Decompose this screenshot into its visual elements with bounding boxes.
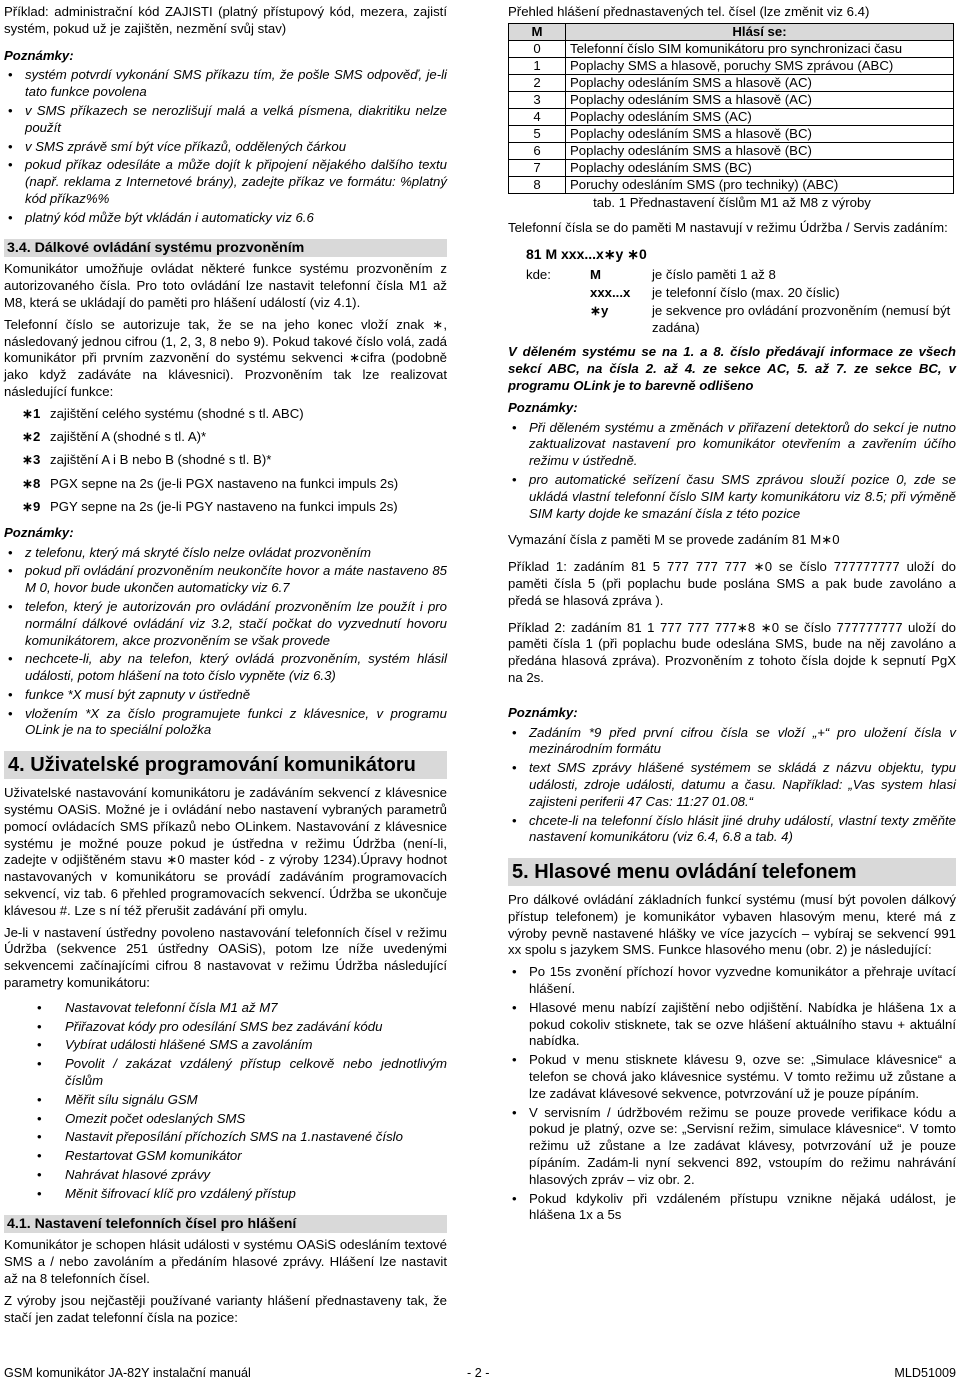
table-cell: Poplachy odesláním SMS a hlasově (AC) bbox=[566, 91, 954, 108]
table-cell: 7 bbox=[509, 159, 566, 176]
format-cell bbox=[526, 285, 590, 302]
table-cell: Poplachy SMS a hlasově, poruchy SMS zprávou (ABC) bbox=[566, 57, 954, 74]
notes-title: Poznámky: bbox=[4, 524, 74, 540]
format-cell: kde: bbox=[526, 267, 551, 283]
command-text: zajištění A i B nebo B (shodné s tl. B)* bbox=[50, 452, 272, 468]
format-cell bbox=[526, 303, 590, 337]
command-item bbox=[4, 406, 447, 423]
table-cell: Poplachy odesláním SMS a hlasově (AC) bbox=[566, 74, 954, 91]
command-list bbox=[4, 406, 447, 516]
list-item: • v SMS příkazech se nerozlišují malá a velká písmena, diakritiku nelze použít bbox=[4, 103, 447, 137]
command-code: ∗8 bbox=[22, 475, 41, 491]
list-item: • pokud příkaz odesíláte a může dojít k připojení nějakého dalšího textu (např. reklama z Internetové brány), zadejte příkaz ve formátu: %platný kód příkaz%% bbox=[4, 157, 447, 207]
list-item: • Omezit počet odeslaných SMS bbox=[4, 1111, 447, 1128]
section-4-1-heading: 4.1. Nastavení telefonních čísel pro hlášení bbox=[4, 1215, 447, 1234]
page-number: - 2 - bbox=[467, 1366, 490, 1380]
notes-list bbox=[4, 67, 447, 226]
list-item: • funkce *X musí být zapnuty v ústředně bbox=[4, 687, 447, 704]
table-cell: 2 bbox=[509, 74, 566, 91]
table-cell: 4 bbox=[509, 108, 566, 125]
table-cell: 5 bbox=[509, 125, 566, 142]
column-header-hlasi: Hlásí se: bbox=[566, 23, 954, 40]
table-cell: Poplachy odesláním SMS a hlasově (BC) bbox=[566, 125, 954, 142]
table-row bbox=[509, 125, 954, 142]
list-item: • vložením *X za číslo programujete funkci z klávesnice, v programu OLink je na to speciální položka bbox=[4, 706, 447, 740]
command-item bbox=[4, 429, 447, 446]
table-row bbox=[509, 74, 954, 91]
table-row bbox=[509, 108, 954, 125]
paragraph: Příklad 2: zadáním 81 1 777 777 777∗8 ∗0 se číslo 777777777 uloží do paměti čísla 1 (při poplachu bude odeslána SMS, bude na něj zavoláno a předána hlasová zpráva). Prozvoněním z tohoto čísla dojde k sepnutí PgX na 2s. bbox=[508, 619, 956, 685]
command-code: ∗3 bbox=[22, 452, 41, 468]
list-item: • nechcete-li, aby na telefon, který ovládá prozvoněním, systém hlásil události, potom hlášení na toto číslo vypněte (viz 6.3) bbox=[4, 651, 447, 685]
command-item bbox=[4, 499, 447, 516]
list-item: • platný kód může být vkládán i automaticky viz 6.6 bbox=[4, 210, 447, 227]
table-header-row bbox=[509, 23, 954, 40]
command-code: ∗9 bbox=[22, 498, 41, 514]
command-text: PGY sepne na 2s (je-li PGY nastaveno na funkci impuls 2s) bbox=[50, 498, 398, 514]
format-legend bbox=[526, 267, 956, 336]
list-item: • Povolit / zakázat vzdálený přístup celkově nebo jednotlivým číslům bbox=[4, 1056, 447, 1090]
notes-title: Poznámky: bbox=[508, 704, 578, 720]
table-cell: 1 bbox=[509, 57, 566, 74]
command-text: zajištění A (shodné s tl. A)* bbox=[50, 429, 207, 445]
list-item: • systém potvrdí vykonání SMS příkazu tím, že pošle SMS odpověď, je-li tato funkce povolena bbox=[4, 67, 447, 101]
left-column bbox=[4, 4, 447, 1331]
list-item: • v SMS zprávě smí být více příkazů, oddělených čárkou bbox=[4, 139, 447, 156]
table-cell: 3 bbox=[509, 91, 566, 108]
table-cell: 6 bbox=[509, 142, 566, 159]
table-row bbox=[509, 91, 954, 108]
voice-menu-list bbox=[508, 964, 956, 1224]
list-item: • Po 15s zvonění příchozí hovor vyzvedne komunikátor a přehraje uvítací hlášení. bbox=[508, 964, 956, 998]
column-header-m: M bbox=[509, 23, 566, 40]
section-4-heading: 4. Uživatelské programování komunikátoru bbox=[4, 751, 447, 779]
list-item: • Nastavovat telefonní čísla M1 až M7 bbox=[4, 1000, 447, 1017]
format-cell: xxx...x bbox=[590, 284, 631, 300]
format-cell: je sekvence pro ovládání prozvoněním (nemusí být zadána) bbox=[652, 302, 951, 335]
table-cell: Poplachy odesláním SMS (AC) bbox=[566, 108, 954, 125]
list-item: • chcete-li na telefonní číslo hlásit jiné druhy událostí, vlastní texty změňte nastavení komunikátoru (viz 6.4, 6.8 a tab. 4) bbox=[508, 813, 956, 847]
paragraph: Z výroby jsou nejčastěji používané varianty hlášení přednastaveny tak, že stačí jen zadat telefonní čísla na pozice: bbox=[4, 1292, 447, 1325]
command-item bbox=[4, 452, 447, 469]
parameter-list bbox=[4, 1000, 447, 1203]
paragraph: Pro dálkové ovládání základních funkcí systému (musí být povolen dálkový přístup telefonem) je komunikátor vybaven hlasovým menu, které má z výroby pevně nastavené hlášky ve více jazycích – vybíraj se sekvencí 991 xx spolu s jazykem SMS. Funkce hlasového menu (obr. 2) je následující: bbox=[508, 892, 956, 958]
table-cell: 0 bbox=[509, 40, 566, 57]
notes-list bbox=[4, 545, 447, 740]
table-row bbox=[509, 159, 954, 176]
table-caption: tab. 1 Přednastavení číslům M1 až M8 z výroby bbox=[593, 194, 871, 210]
format-cell: M bbox=[590, 267, 601, 283]
notes-list bbox=[508, 420, 956, 523]
paragraph: Telefonní čísla se do paměti M nastavují v režimu Údržba / Servis zadáním: bbox=[508, 219, 948, 235]
notes-title: Poznámky: bbox=[508, 399, 578, 415]
list-item: • z telefonu, který má skryté číslo nelze ovládat prozvoněním bbox=[4, 545, 447, 562]
command-code: ∗2 bbox=[22, 429, 41, 445]
table-intro: Přehled hlášení přednastavených tel. čísel (lze změnit viz 6.4) bbox=[508, 4, 870, 19]
paragraph: Uživatelské nastavování komunikátoru je zadáváním sekvencí z klávesnice systému OASiS. Možné je i ovládání nebo nastavení vybraných parametrů pomocí ovládacích SMS příkazů nebo OLinkem. Nastavování z klávesnice systému je možné pouze pokud je ústředna v režimu Údržba (není-li, zadejte v odjištěném stavu ∗0 master kód - z výroby 1234).Úpravy hodnot nastavovaných v komunikátoru se provádí zadáváním programovacích sekvencí, viz tab. 6 přehled programovacích sekvencí. Údržba se ukončuje klávesou #. Lze s ní též přerušit zadávání při omylu. bbox=[4, 785, 447, 918]
notes-list bbox=[508, 725, 956, 847]
memory-table bbox=[508, 23, 954, 194]
list-item: • Nastavit přeposílání příchozích SMS na 1.nastavené číslo bbox=[4, 1129, 447, 1146]
list-item: • V servisním / údržbovém režimu se pouze provede verifikace kódu a pokud je platný, ozve se: „Servisní režim, simulace klávesnice“. V tomto režimu už zůstane a lze zadávat klávesy, potvrzování už je pouze pípáním. Zadám-li nyní sekvenci 892, vstoupím do režimu nahrávání hlasových zpráv – viz obr. 2. bbox=[508, 1105, 956, 1189]
list-item: • Restartovat GSM komunikátor bbox=[4, 1148, 447, 1165]
list-item: • pokud při ovládání prozvoněním neukončíte hovor a máte nastaveno 85 M 0, hovor bude ukončen automaticky viz 6.7 bbox=[4, 563, 447, 597]
notes-title: Poznámky: bbox=[4, 47, 74, 63]
list-item: • Měnit šifrovací klíč pro vzdálený přístup bbox=[4, 1186, 447, 1203]
paragraph: Je-li v nastavení ústředny povoleno nastavování telefonních čísel v režimu Údržba (sekvence 251 ústředny OASiS), potom lze níže uvedenými sekvencemi začínajícími cifrou 8 nastavovat v režimu Údržba následující parametry komunikátoru: bbox=[4, 924, 447, 991]
section-5-heading: 5. Hlasové menu ovládání telefonem bbox=[508, 858, 956, 886]
format-main: 81 M xxx...x∗y ∗0 bbox=[526, 246, 647, 263]
footer-right: MLD51009 bbox=[894, 1366, 956, 1380]
table-row bbox=[509, 176, 954, 193]
table-row bbox=[509, 40, 954, 57]
table-row bbox=[509, 57, 954, 74]
list-item: • Pokud kdykoliv při vzdáleném přístupu vznikne nějaká událost, je hlášena 1x a 5s bbox=[508, 1191, 956, 1225]
paragraph: Komunikátor umožňuje ovládat některé funkce systému prozvoněním z autorizovaného čísla. Pro toto ovládání lze nastavit telefonní čísla M1 až M8, která se ukládají do paměti pro hlášení událostí (viz 4.1). bbox=[4, 261, 447, 310]
paragraph: Telefonní číslo se autorizuje tak, že se na jeho konec vloží znak ∗, následovaný jednou cifrou (1, 2, 3, 8 nebo 9). Pokud takové číslo volá, zadá komunikátor při prvním zazvonění do systému sekvenci ∗cifra (podobně jako když zadáváte na klávesnici). Prozvoněním tak lze realizovat následující funkce: bbox=[4, 316, 447, 399]
list-item: • Vybírat události hlášené SMS a zavoláním bbox=[4, 1037, 447, 1054]
list-item: • Měřit sílu signálu GSM bbox=[4, 1092, 447, 1109]
list-item: • Zadáním *9 před první cifrou čísla se vloží „+“ pro uložení čísla v mezinárodním formátu bbox=[508, 725, 956, 759]
footer-left: GSM komunikátor JA-82Y instalační manuál bbox=[4, 1366, 251, 1380]
paragraph: Vymazání čísla z paměti M se provede zadáním 81 M∗0 bbox=[508, 532, 840, 548]
table-cell: Poruchy odesláním SMS (pro techniky) (ABC) bbox=[566, 176, 954, 193]
list-item: • pro automatické seřízení času SMS zprávou slouží pozice 0, zde se ukládá vlastní telefonní číslo SIM karty komunikátoru viz 8.5; při výměně SIM karty dojde ke smazání čísla z této pozice bbox=[508, 472, 956, 522]
list-item: • Přiřazovat kódy pro odesílání SMS bez zadávání kódu bbox=[4, 1019, 447, 1036]
paragraph: V děleném systému se na 1. a 8. číslo předávají informace ze všech sekcí ABC, na čísla 2. až 4. ze sekce AC, 5. až 7. ze sekce BC, v programu OLink je to barevně odlišeno bbox=[508, 344, 956, 393]
table-cell: Poplachy odesláním SMS (BC) bbox=[566, 159, 954, 176]
table-row bbox=[509, 142, 954, 159]
format-cell: je telefonní číslo (max. 20 číslic) bbox=[652, 284, 840, 300]
format-cell: ∗y bbox=[590, 302, 609, 318]
command-text: zajištění celého systému (shodné s tl. ABC) bbox=[50, 405, 304, 421]
table-cell: Telefonní číslo SIM komunikátoru pro synchronizaci času bbox=[566, 40, 954, 57]
list-item: • Hlasové menu nabízí zajištění nebo odjištění. Nabídka je hlášena 1x a pokud cokoliv stisknete, tak se ozve hlášení aktuálního stavu + aktuální nabídka. bbox=[508, 1000, 956, 1050]
paragraph: Příklad 1: zadáním 81 5 777 777 777 ∗0 se číslo 777777777 uloží do paměti čísla 5 (při poplachu bude poslána SMS a pak bude zavoláno a předá se hlasová zpráva ). bbox=[508, 559, 956, 608]
command-text: PGX sepne na 2s (je-li PGX nastaveno na funkci impuls 2s) bbox=[50, 475, 399, 491]
list-item: • text SMS zprávy hlášené systémem se skládá z názvu objektu, typu události, zdroje události, datumu a času. Například: „Vas system hlasi zajisteni periferii 47 Cas: 11:27 01.08.“ bbox=[508, 760, 956, 810]
list-item: • Nahrávat hlasové zprávy bbox=[4, 1167, 447, 1184]
paragraph: Komunikátor je schopen hlásit události v systému OASiS odesláním textové SMS a / nebo zavoláním a předáním hlasové zprávy. Hlášení lze nastavit až na 8 telefonních čísel. bbox=[4, 1237, 447, 1286]
format-cell: je číslo paměti 1 až 8 bbox=[652, 267, 776, 283]
list-item: • Při děleném systému a změnách v přiřazení detektorů do sekcí je nutno zaktualizovat nastavení pro komunikátor otevřením a zavřením účího režimu v ústředně. bbox=[508, 420, 956, 470]
table-cell: 8 bbox=[509, 176, 566, 193]
command-item bbox=[4, 476, 447, 493]
section-3-4-heading: 3.4. Dálkové ovládání systému prozvoněním bbox=[4, 239, 447, 258]
table-cell: Poplachy odesláním SMS a hlasově (BC) bbox=[566, 142, 954, 159]
list-item: • Pokud v menu stisknete klávesu 9, ozve se: „Simulace klávesnice“ a telefon se chová jako klávesnice systému. V tomto režimu už zůstane a lze zadávat klávesové sekvence, potvrzování už je pouze pípáním. bbox=[508, 1052, 956, 1102]
intro-paragraph: Příklad: administrační kód ZAJISTI (platný přístupový kód, mezera, zajistí systém, pokud už je zajištěn, nezmění svůj stav) bbox=[4, 4, 447, 36]
right-column bbox=[508, 4, 956, 1228]
list-item: • telefon, který je autorizován pro ovládání prozvoněním lze použít i pro normální dálkové ovládání viz 3.2, stačí počkat do vyzvednutí hovoru komunikátorem, akce prozvoněním se však provede bbox=[4, 599, 447, 649]
command-code: ∗1 bbox=[22, 405, 41, 421]
